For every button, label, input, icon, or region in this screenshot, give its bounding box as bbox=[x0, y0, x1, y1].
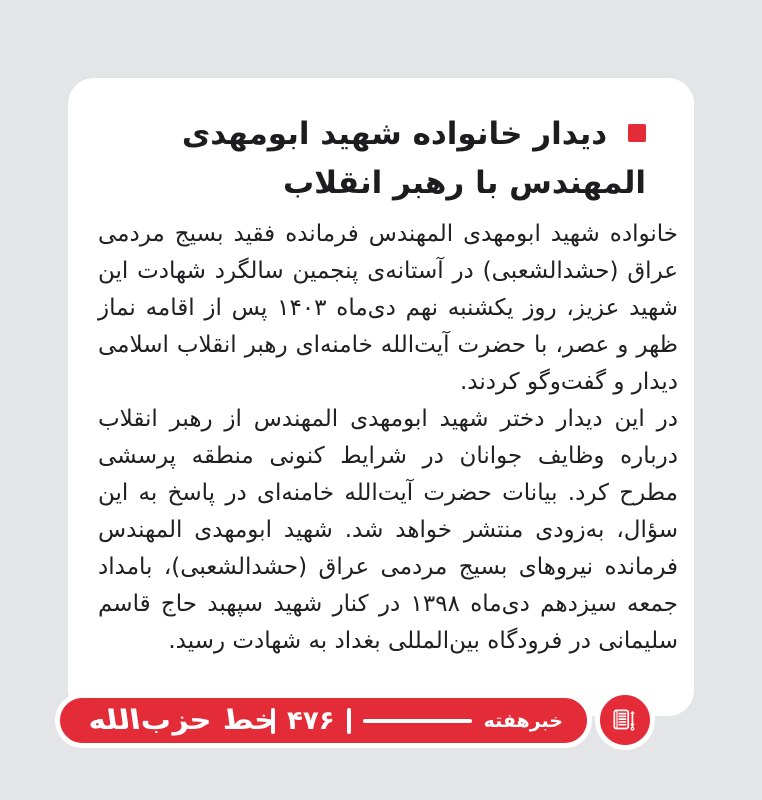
paragraph-1: خانواده شهید ابومهدی المهندس فرمانده فقید بسیج مردمی عراق (حشدالشعبی) در آستانه‌ی پنجمین سالگرد شهادت این شهید عزیز، روز یکشنبه نهم دی‌ماه ۱۴۰۳ پس از اقامه نماز ظهر و عصر، با حضرت آیت‌الله خامنه‌ای رهبر انقلاب اسلامی دیدار و گفت‌وگو کردند. bbox=[98, 221, 678, 395]
dash-line bbox=[363, 719, 472, 723]
headline-text: دیدار خانواده شهید ابومهدی المهندس با رهبر انقلاب bbox=[181, 116, 646, 201]
news-card bbox=[68, 78, 694, 716]
paragraph-2: در این دیدار دختر شهید ابومهدی المهندس از رهبر انقلاب درباره وظایف جوانان در شرایط کنونی منطقه پرسشی مطرح کرد. بیانات حضرت آیت‌الله خامنه‌ای در پاسخ به این سؤال، به‌زودی منتشر خواهد شد. شهید ابومهدی المهندس فرمانده نیروهای بسیج مردمی عراق (حشدالشعبی)، بامداد جمعه سیزدهم دی‌ماه ۱۳۹۸ در کنار شهید سپهبد حاج قاسم سلیمانی در فرودگاه بین‌المللی بغداد به شهادت رسید. bbox=[98, 406, 678, 654]
notebook-pencil-icon-svg bbox=[609, 704, 641, 736]
notebook-pencil-icon bbox=[595, 690, 655, 750]
headline-bullet-square bbox=[628, 124, 646, 142]
issue-number: ۴۷۶ bbox=[287, 705, 335, 736]
separator-bar bbox=[347, 708, 351, 734]
section-label: خبرهفته bbox=[483, 709, 563, 732]
footer-issue-badge bbox=[55, 693, 592, 748]
article-body bbox=[98, 216, 678, 660]
headline bbox=[108, 110, 646, 208]
khat-e-hezbollah-logo: خط حزب‌الله bbox=[85, 705, 279, 736]
